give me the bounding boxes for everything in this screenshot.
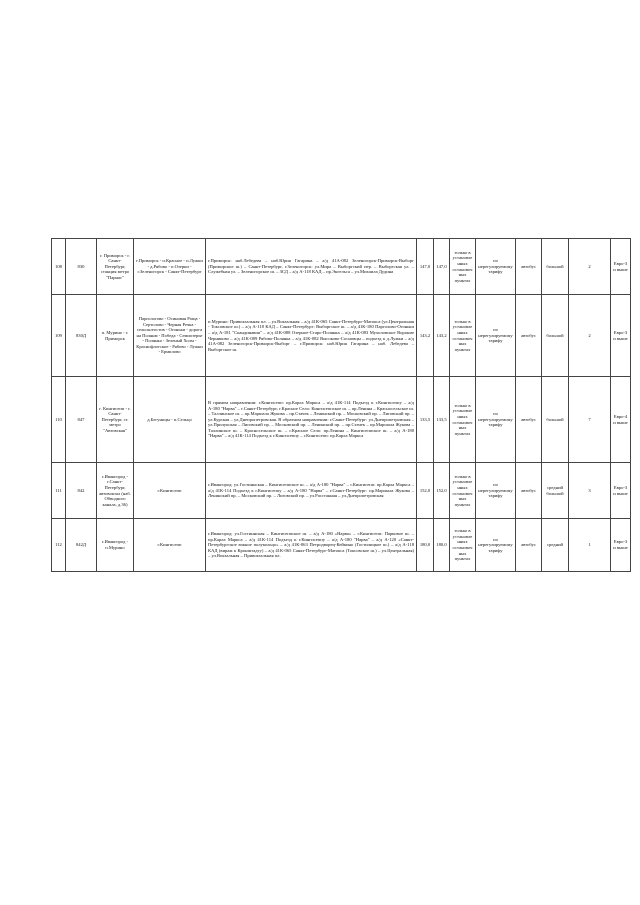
vehicle-type: автобус xyxy=(516,239,542,295)
routes-table xyxy=(51,238,631,572)
intermediate-stops: г.Кингисепп xyxy=(134,519,206,572)
routes-table-body xyxy=(52,239,631,572)
table-row xyxy=(52,377,631,463)
route-streets: п.Мурино: Привокзальная пл. – ул.Вокзальная – а/д 41К-065 Санкт-Петербург-Матокса (ул.Центральная - Токсовское ш.) – а/д А-118 КАД – Санкт-Петербург: Выборгское ш. – а/д 41К-180 Парголово-Огоньки – а/д А-181 "Скандинавия" – а/д 41К-088 Озерное-Старо-Полянка – а/д 41К-083 Мухоловское Ворониe Черниково – а/д 41К-089 Рябово-Полянка – а/д 41К-082 Высоково-Сосновцы – подъезд к д.Лужки – а/д 41А-082 Зеленогорск-Приморск-Выборг – г.Приморск: наб.Юрия Гагарина – наб. Лебедева – Выборгское ш. xyxy=(206,295,417,377)
vehicle-class: большой xyxy=(542,295,569,377)
route-reg-number: 830Д xyxy=(66,295,97,377)
tariff-type: по нерегулируемому тарифу xyxy=(476,463,516,519)
route-length-forward: 152,0 xyxy=(417,463,434,519)
route-number: 112 xyxy=(52,519,66,572)
vehicle-class: большой xyxy=(542,377,569,463)
boarding-order: только в установленных остановочных пунктах xyxy=(450,377,476,463)
route-streets: г.Приморск: наб.Лебедева – наб.Юрия Гагарина – а/д 41А-082 Зеленогорск-Приморск-Выборг (Приморское ш.) – Санкт-Петербург, г.Зеленогорск: ул.Мира – Выборгский пер. – Выборгская ул. – Служебная ул. – Зеленогорское ш. – ЗСД – а/д А-118 КАД – пр.Энгельса – ул.Михаила Дудина xyxy=(206,239,417,295)
vehicle-type: автобус xyxy=(516,295,542,377)
route-name: г. Кингисепп - г. Санкт-Петербург, ст. метро "Автовская" xyxy=(97,377,134,463)
intermediate-stops: д.Бегуницы - п.Сельцо xyxy=(134,377,206,463)
table-row xyxy=(52,295,631,377)
boarding-order: только в установленных остановочных пунктах xyxy=(450,519,476,572)
route-number: 111 xyxy=(52,463,66,519)
table-row xyxy=(52,239,631,295)
route-streets: г.Ивангород: ул.Гостиннская – Кингисеппское ш. – а/д А-180 «Нарва» – г.Кингисепп: Парковое ш. – пр.Карла Маркса – а/д 41К-114 Подъезд к г.Кингисеппу – а/д А-180 "Нарва" – а/д А-120 «Санкт-Петербургское южное полукольцо» – а/д 41К-063 Петродворец-Кейкино (Гостилицкое ш.) – а/д А-118 КАД (вираж к Кронштадту) – а/д 41К-065 Санкт-Петербург-Матокса (Токсовское ш.) – ул.Центральная) – ул.Вокзальная – Привокзальная пл. xyxy=(206,519,417,572)
intermediate-stops: Паргологово - Осиновая Роща - Сертолово - Черная Речка - сельскоеостов - Огоньки - дорога на Полянм - Победа - Семиозерье - Полянка - Зеленый Холм - Краснофлотское - Рябово - Лужки - Ермилово xyxy=(134,295,206,377)
vehicle-type: автобус xyxy=(516,377,542,463)
route-length-forward: 147,0 xyxy=(417,239,434,295)
route-number: 109 xyxy=(52,295,66,377)
vehicle-class: средний большой xyxy=(542,463,569,519)
eco-class: Евро-3 и выше xyxy=(611,463,631,519)
vehicle-type: автобус xyxy=(516,463,542,519)
eco-class: Евро-3 и выше xyxy=(611,295,631,377)
tariff-type: по нерегулируемому тарифу xyxy=(476,377,516,463)
route-streets: В прямом направлении: г.Кингисепп: пр.Карла Маркса – а/д 41К-114 Подъезд к г.Кингисеппу – а/д А-180 "Нарва" – г.Санкт-Петербург, г.Красное Село: Кингисеппское ш. – пр.Ленина – Красносельское ш. – Таллинское ш. – пр.Маршала Жукова – пр.Стачек – Ленинский пр. – Московский пр. – Лиговский пр. – ул.Курская – ул.Днепропетровская. В обратном направлении: г.Санкт-Петербург: ул.Днепропетровская – ул.Прилукская – Лиговский пр. – Московский пр. – Ленинский пр. – пр.Стачек – пр.Маршала Жукова – Таллинское ш. – Красносельское ш. – г.Красное Село: пр.Ленина – Кингисеппское ш. – а/д А-180 "Нарва" – а/д 41К-114 Подъезд к г.Кингисеппу – г.Кингисепп: пр.Карла Маркса xyxy=(206,377,417,463)
route-reg-number: 830 xyxy=(66,239,97,295)
tariff-type: по нерегулируемому тарифу xyxy=(476,239,516,295)
route-name: г.Ивангород - п.Мурино xyxy=(97,519,134,572)
intermediate-stops: г.Кингисепп xyxy=(134,463,206,519)
vehicle-count: 2 xyxy=(569,239,611,295)
route-length-reverse: 152,0 xyxy=(434,463,450,519)
route-name: г. Приморск - г. Санкт-Петербург, станция метро "Парнас" xyxy=(97,239,134,295)
vehicle-count: 1 xyxy=(569,519,611,572)
route-number: 110 xyxy=(52,377,66,463)
route-name: г.Ивангород - г.Санкт-Петербург, автовокзал (наб. Обводного канала, д.36) xyxy=(97,463,134,519)
boarding-order: только в установленных остановочных пунктах xyxy=(450,239,476,295)
boarding-order: только в установленных остановочных пунктах xyxy=(450,463,476,519)
vehicle-type: автобус xyxy=(516,519,542,572)
vehicle-count: 3 xyxy=(569,463,611,519)
intermediate-stops: г.Приморск - п.Красное - п.Лужки - д.Рябово - п.Озерки - г.Зеленогорск - Санкт-Петербург xyxy=(134,239,206,295)
route-length-reverse: 133,5 xyxy=(434,377,450,463)
route-length-forward: 180,0 xyxy=(417,519,434,572)
route-reg-number: 842 xyxy=(66,463,97,519)
table-row xyxy=(52,519,631,572)
eco-class: Евро-3 и выше xyxy=(611,239,631,295)
tariff-type: по нерегулируемому тарифу xyxy=(476,295,516,377)
route-reg-number: 847 xyxy=(66,377,97,463)
route-number: 108 xyxy=(52,239,66,295)
route-length-reverse: 147,0 xyxy=(434,239,450,295)
route-name: п. Мурино - г. Приморск xyxy=(97,295,134,377)
vehicle-count: 7 xyxy=(569,377,611,463)
route-length-reverse: 143,2 xyxy=(434,295,450,377)
route-streets: г.Ивангород: ул.Гостиннская – Кингисеппское ш. – а/д А-180 "Нарва" – г.Кингисепп: пр.Карла Маркса – а/д 41К-114 Подъезд к г.Кингисеппу – а/д А-180 "Нарва" – г.Санкт-Петербург: пр.Маршала Жукова – Ленинский пр. – Московский пр. – Лиговский пр. – ул.Расстанная – ул.Днепропетровская xyxy=(206,463,417,519)
route-length-reverse: 180,0 xyxy=(434,519,450,572)
table-row xyxy=(52,463,631,519)
route-length-forward: 143,2 xyxy=(417,295,434,377)
eco-class: Евро-3 и выше xyxy=(611,519,631,572)
vehicle-class: большой xyxy=(542,239,569,295)
eco-class: Евро-4 и выше xyxy=(611,377,631,463)
tariff-type: по нерегулируемому тарифу xyxy=(476,519,516,572)
boarding-order: только в установленных остановочных пунктах xyxy=(450,295,476,377)
route-reg-number: 842Д xyxy=(66,519,97,572)
vehicle-class: средний xyxy=(542,519,569,572)
route-length-forward: 133,5 xyxy=(417,377,434,463)
vehicle-count: 2 xyxy=(569,295,611,377)
